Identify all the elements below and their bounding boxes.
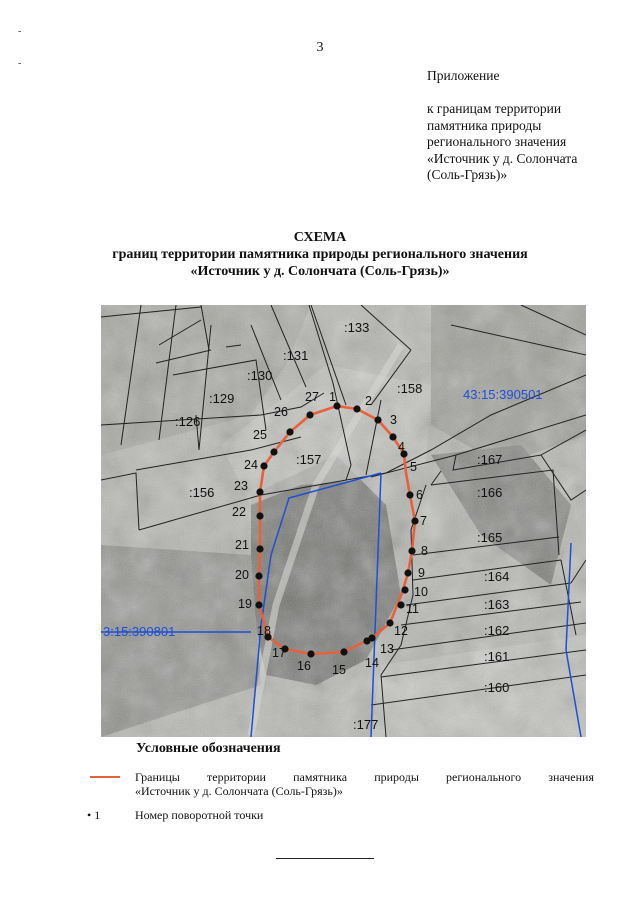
footer-rule (276, 858, 374, 859)
point-number: 21 (235, 538, 249, 552)
point-number: 27 (305, 390, 319, 404)
point-number: 9 (418, 566, 425, 580)
turning-point (340, 648, 347, 655)
scheme-object-name: «Источник у д. Солончата (Соль-Грязь)» (190, 264, 450, 279)
turning-point (307, 650, 314, 657)
point-number: 7 (420, 514, 427, 528)
point-number: 8 (421, 544, 428, 558)
margin-mark-top: - (18, 26, 22, 37)
parcel-label: :160 (484, 680, 510, 695)
appendix-title: Приложение (427, 68, 500, 83)
boundary-legend-line: «Источник у д. Солончата (Соль-Грязь)» (135, 784, 343, 798)
parcel-label: :163 (484, 597, 510, 612)
parcel-label: :161 (484, 649, 510, 664)
point-number: 4 (398, 440, 405, 454)
boundary-legend-swatch (90, 776, 120, 778)
point-number: 10 (414, 585, 428, 599)
turning-point (401, 586, 408, 593)
legend-title: Условные обозначения (136, 741, 281, 756)
appendix-line: памятника природы (427, 117, 542, 133)
point-number: 3 (390, 413, 397, 427)
boundary-legend-text (135, 770, 594, 798)
point-legend-text: Номер поворотной точки (135, 808, 264, 822)
point-legend-sample: • 1 (87, 808, 101, 822)
point-number: 22 (232, 505, 246, 519)
turning-point (389, 433, 396, 440)
turning-point (256, 488, 263, 495)
scheme-title: СХЕМА (293, 230, 347, 245)
appendix-text (427, 101, 617, 184)
appendix-line: регионального значения (427, 134, 567, 149)
parcel-label: :130 (247, 368, 273, 383)
point-number: 16 (297, 659, 311, 673)
turning-point (404, 569, 411, 576)
parcel-label: :164 (484, 569, 510, 584)
point-number: 14 (365, 656, 379, 670)
parcel-label: :158 (397, 381, 423, 396)
turning-point (386, 619, 393, 626)
parcel-label: :129 (209, 391, 235, 406)
point-number: 25 (253, 428, 267, 442)
point-number: 12 (394, 624, 408, 638)
point-number: 6 (416, 488, 423, 502)
turning-point (306, 411, 313, 418)
point-number: 19 (238, 597, 252, 611)
turning-point (256, 512, 263, 519)
cadastral-block-number: 3:15:390801 (103, 624, 176, 639)
point-number: 5 (410, 460, 417, 474)
parcel-label: :166 (477, 485, 503, 500)
turning-point (411, 517, 418, 524)
turning-point (255, 601, 262, 608)
cadastral-block-number: 43:15:390501 (463, 387, 543, 402)
margin-mark-bottom: - (18, 58, 22, 69)
turning-point (406, 491, 413, 498)
parcel-label: :126 (175, 414, 201, 429)
boundary-map (101, 305, 586, 737)
parcel-label: :167 (477, 452, 503, 467)
point-number: 24 (244, 458, 258, 472)
turning-point (374, 416, 381, 423)
point-number: 17 (272, 646, 286, 660)
parcel-label: :131 (283, 348, 309, 363)
turning-point (363, 637, 370, 644)
point-number: 23 (234, 479, 248, 493)
parcel-label: :133 (344, 320, 370, 335)
turning-point (270, 448, 277, 455)
turning-point (286, 428, 293, 435)
parcel-label: :157 (296, 452, 322, 467)
point-number: 20 (235, 568, 249, 582)
point-number: 15 (332, 663, 346, 677)
point-number: 11 (406, 602, 419, 616)
parcel-label: :177 (353, 717, 379, 732)
point-number: 13 (380, 642, 394, 656)
parcel-label: :165 (477, 530, 503, 545)
scheme-subtitle: границ территории памятника природы регионального значения (112, 247, 528, 262)
appendix-line: к границам территории (427, 101, 562, 116)
turning-point (255, 572, 262, 579)
appendix-line: «Источник у д. Солончата (427, 150, 578, 166)
page-number: 3 (316, 40, 324, 55)
turning-point (256, 545, 263, 552)
parcel-label: :162 (484, 623, 510, 638)
point-number: 26 (274, 405, 288, 419)
parcel-label: :156 (189, 485, 215, 500)
boundary-legend-line: Границы территории памятника природы регионального значения (135, 770, 594, 784)
point-number: 18 (257, 624, 271, 638)
turning-point (260, 462, 267, 469)
turning-point (397, 601, 404, 608)
point-number: 2 (365, 394, 372, 408)
turning-point (353, 405, 360, 412)
turning-point (408, 547, 415, 554)
point-number: 1 (329, 390, 336, 404)
appendix-line: (Соль-Грязь)» (427, 167, 508, 182)
